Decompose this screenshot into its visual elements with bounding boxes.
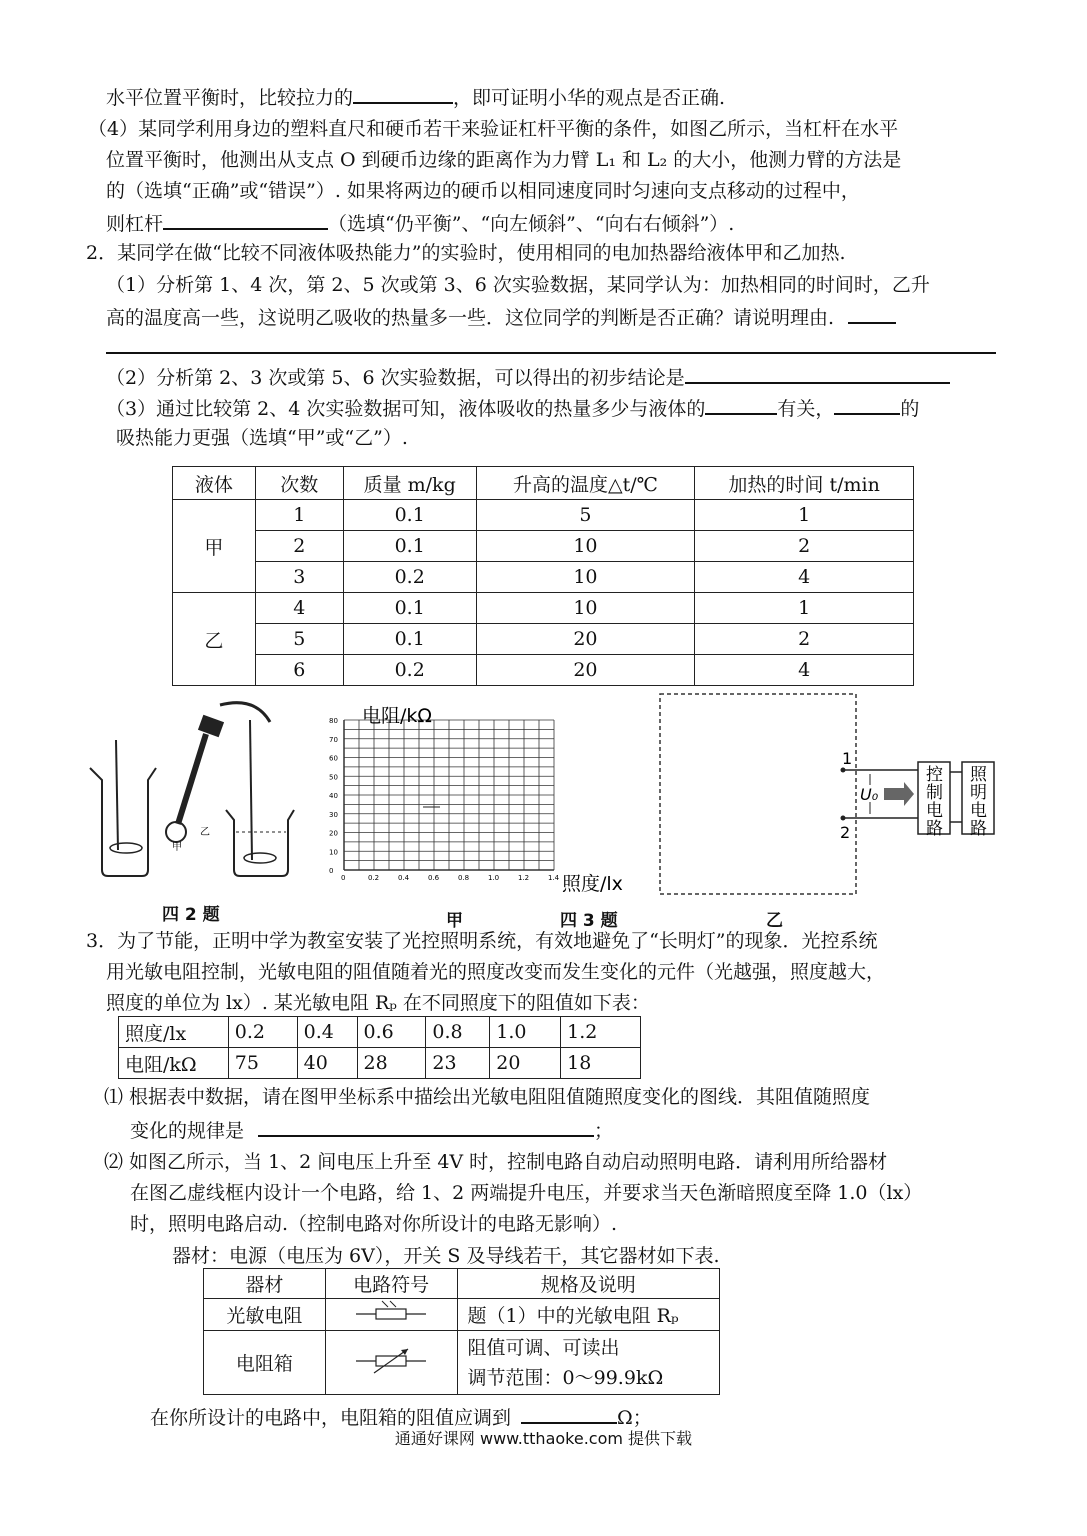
table-header-row (173, 467, 914, 500)
text: 则杠杆 (106, 213, 164, 235)
y-tick-label: 50 (329, 773, 338, 782)
u0-label: U₀ (860, 785, 879, 804)
q2-p1-line-1: （1）分析第 1、4 次，第 2、5 次或第 3、6 次实验数据，某同学认为：加热相同的时间时，乙升 (106, 274, 930, 296)
q2-p1-line-2 (106, 304, 896, 330)
q1-p4-line-3: 的（选填“正确”或“错误”）. 如果将两边的硬币以相同速度同时匀速向支点移动的过程中， (106, 180, 860, 202)
q2-p2 (106, 364, 950, 390)
cell: 23 (426, 1048, 490, 1079)
table-row (173, 500, 914, 531)
beaker-illustration (80, 700, 300, 885)
equipment-table (203, 1268, 720, 1395)
photoresistor-symbol-cell (325, 1299, 457, 1331)
text: 水平位置平衡时，比较拉力的 (106, 87, 354, 109)
header-cell: 照度/lx (119, 1017, 229, 1048)
cell: 0.1 (343, 593, 476, 624)
text: 有关， (777, 398, 835, 420)
cell: 1.0 (490, 1017, 561, 1048)
cell: 18 (561, 1048, 641, 1079)
header-cell: 规格及说明 (457, 1269, 719, 1299)
header-cell: 电路符号 (325, 1269, 457, 1299)
photoresistor-icon (346, 1299, 436, 1325)
cell: 0.2 (228, 1017, 297, 1048)
cell: 题（1）中的光敏电阻 Rₚ (457, 1299, 719, 1331)
cell (457, 1331, 719, 1395)
x-tick-label: 0.8 (458, 874, 470, 882)
header-cell: 升高的温度△t/℃ (476, 467, 695, 500)
y-tick-labels (329, 717, 338, 875)
heater-ring (166, 822, 186, 842)
arrow-icon (884, 782, 914, 806)
text: ； (594, 1120, 614, 1142)
cell: 0.1 (343, 624, 476, 655)
text: ，即可证明小华的观点是否正确. (453, 87, 726, 109)
y-tick-label: 10 (329, 848, 338, 857)
q3-p1-line-2 (130, 1117, 613, 1143)
cell: 5 (476, 500, 695, 531)
q1-p4-line-2: 位置平衡时，他测出从支点 O 到硬币边缘的距离作为力臂 L₁ 和 L₂ 的大小，他测力臂的方法是 (106, 149, 902, 171)
q2-intro: 2．某同学在做“比较不同液体吸热能力”的实验时，使用相同的电加热器给液体甲和乙加热. (86, 242, 846, 264)
table-row (173, 593, 914, 624)
resistance-box-icon (346, 1343, 436, 1377)
grid-lines (344, 720, 554, 870)
footer: 通通好课网 www.tthaoke.com 提供下载 (394, 1429, 693, 1448)
cell: 电阻箱 (204, 1331, 326, 1395)
header-cell: 次数 (255, 467, 343, 500)
terminal-2-label: 2 (840, 823, 851, 842)
header-cell: 加热的时间 t/min (695, 467, 914, 500)
thermometer (116, 740, 118, 850)
cell: 2 (695, 531, 914, 562)
answer-line[interactable] (106, 352, 996, 354)
heater-rod (178, 734, 206, 824)
cell: 4 (695, 655, 914, 686)
text: 在你所设计的电路中，电阻箱的阻值应调到 (150, 1407, 512, 1429)
header-cell: 器材 (204, 1269, 326, 1299)
q3-line-1: 3．为了节能，正明中学为教室安装了光控照明系统，有效地避免了“长明灯”的现象．光控系统 (86, 930, 878, 952)
table-row (119, 1048, 641, 1079)
cell: 10 (476, 562, 695, 593)
answer-blank[interactable] (848, 304, 896, 324)
design-area-dashed-box[interactable] (660, 694, 856, 894)
table-row (173, 531, 914, 562)
right-beaker (226, 810, 294, 876)
x-tick-label: 0 (341, 874, 346, 882)
q3-equipment: 器材：电源（电压为 6V），开关 S 及导线若干，其它器材如下表. (172, 1245, 720, 1267)
cell: 0.1 (343, 500, 476, 531)
cell: 0.2 (343, 562, 476, 593)
header-cell: 液体 (173, 467, 256, 500)
table-row (173, 624, 914, 655)
q2-data-table (172, 466, 914, 686)
table-row (173, 655, 914, 686)
cell: 1 (695, 500, 914, 531)
answer-blank[interactable] (705, 395, 777, 415)
answer-blank[interactable] (521, 1404, 617, 1424)
text: （2）分析第 2、3 次或第 5、6 次实验数据，可以得出的初步结论是 (106, 367, 685, 389)
answer-blank[interactable] (353, 84, 453, 104)
circuit-figure (656, 690, 1016, 910)
figure-caption: 乙 (766, 911, 783, 931)
cell: 20 (490, 1048, 561, 1079)
cell: 28 (357, 1048, 426, 1079)
q3-p2-line-3: 时，照明电路启动.（控制电路对你所设计的电路无影响）. (130, 1213, 618, 1235)
figure-caption: 甲 (446, 911, 463, 931)
lighting-circuit-label: 照明电路 (970, 765, 987, 839)
cell: 0.2 (343, 655, 476, 686)
text: 的 (900, 398, 920, 420)
table-row (119, 1017, 641, 1048)
text: 调节范围：0～99.9kΩ (467, 1366, 664, 1389)
cell: 10 (476, 593, 695, 624)
y-tick-label: 80 (329, 717, 338, 725)
text: 变化的规律是 (130, 1120, 245, 1142)
answer-blank[interactable] (258, 1117, 594, 1137)
cell: 4 (695, 562, 914, 593)
beaker-label: 甲 (172, 842, 182, 853)
table-header-row (204, 1269, 720, 1299)
y-tick-label: 30 (329, 810, 338, 819)
answer-blank[interactable] (163, 210, 328, 230)
table-row (173, 562, 914, 593)
heater-cord (220, 703, 270, 722)
thermometer (250, 720, 252, 860)
y-tick-label: 0 (329, 867, 334, 875)
cell: 2 (695, 624, 914, 655)
x-tick-label: 1.4 (548, 874, 560, 882)
cell: 1 (695, 593, 914, 624)
cell: 5 (255, 624, 343, 655)
heater-plug (198, 715, 224, 738)
cell: 4 (255, 593, 343, 624)
x-tick-label: 0.2 (368, 874, 380, 882)
liquid-cell: 甲 (173, 500, 256, 593)
figure-caption: 四 3 题 (560, 911, 618, 931)
x-axis-label: 照度/lx (562, 873, 623, 895)
cell: 0.8 (426, 1017, 490, 1048)
q1-p4-line-1: （4）某同学利用身边的塑料直尺和硬币若干来验证杠杆平衡的条件，如图乙所示，当杠杆在水平 (88, 118, 899, 140)
x-tick-labels (341, 874, 560, 882)
beaker-label: 乙 (200, 827, 210, 838)
cell: 0.4 (297, 1017, 357, 1048)
cell: 3 (255, 562, 343, 593)
q2-p3-line-2: 吸热能力更强（选填“甲”或“乙”）. (116, 427, 408, 449)
heater-coil (110, 843, 142, 853)
q3-line-3: 照度的单位为 lx）. 某光敏电阻 Rₚ 在不同照度下的阻值如下表： (106, 992, 650, 1014)
y-tick-label: 70 (329, 735, 338, 744)
cell: 10 (476, 531, 695, 562)
x-tick-label: 0.4 (398, 874, 410, 882)
cell: 40 (297, 1048, 357, 1079)
figure-caption: 四 2 题 (162, 905, 220, 925)
cell: 6 (255, 655, 343, 686)
y-axis-label: 电阻/kΩ (362, 705, 432, 727)
x-tick-label: 1.0 (488, 874, 500, 882)
text: 阻值可调、可读出 (467, 1336, 620, 1359)
cell: 2 (255, 531, 343, 562)
text: （选填“仍平衡”、“向左倾斜”、“向右右倾斜”）. (328, 213, 735, 235)
heater-coil (244, 853, 276, 863)
q3-p2-line-1: ⑵ 如图乙所示，当 1、2 间电压上升至 4V 时，控制电路自动启动照明电路．请利用所给器材 (104, 1151, 888, 1173)
header-cell: 电阻/kΩ (119, 1048, 229, 1079)
cell: 20 (476, 655, 695, 686)
text: （3）通过比较第 2、4 次实验数据可知，液体吸收的热量多少与液体的 (106, 398, 706, 420)
cell: 光敏电阻 (204, 1299, 326, 1331)
answer-blank[interactable] (834, 395, 900, 415)
q3-line-2: 用光敏电阻控制，光敏电阻的阻值随着光的照度改变而发生变化的元件（光越强，照度越大， (106, 961, 886, 983)
text: 高的温度高一些，这说明乙吸收的热量多一些．这位同学的判断是否正确？请说明理由. (106, 307, 835, 329)
resistance-box-symbol-cell (325, 1331, 457, 1395)
terminal-1-label: 1 (842, 749, 853, 768)
x-tick-label: 1.2 (518, 874, 530, 882)
y-tick-label: 20 (329, 829, 338, 838)
x-tick-label: 0.6 (428, 874, 440, 882)
y-tick-label: 60 (329, 754, 338, 763)
left-beaker (90, 768, 156, 876)
q2-p3-line-1 (106, 395, 919, 421)
y-tick-label: 40 (329, 792, 338, 800)
header-cell: 质量 m/kg (343, 467, 476, 500)
q3-p1-line-1: ⑴ 根据表中数据，请在图甲坐标系中描绘出光敏电阻阻值随照度变化的图线．其阻值随照度 (104, 1086, 871, 1108)
cell: 75 (228, 1048, 297, 1079)
q1-p4-line-4 (106, 210, 734, 236)
table-row (204, 1299, 720, 1331)
q1-line-1 (106, 84, 725, 110)
resistance-graph (328, 700, 638, 910)
cell: 0.1 (343, 531, 476, 562)
answer-blank[interactable] (685, 364, 950, 384)
control-circuit-label: 控制电路 (926, 765, 943, 839)
liquid-cell: 乙 (173, 593, 256, 686)
table-row (204, 1331, 720, 1395)
cell: 20 (476, 624, 695, 655)
q3-p2-line-2: 在图乙虚线框内设计一个电路，给 1、2 两端提升电压，并要求当天色渐暗照度至降 1.0（lx） (130, 1182, 923, 1204)
cell: 1 (255, 500, 343, 531)
text: Ω； (617, 1407, 652, 1429)
cell: 1.2 (561, 1017, 641, 1048)
cell: 0.6 (357, 1017, 426, 1048)
lux-resistance-table (118, 1016, 641, 1079)
